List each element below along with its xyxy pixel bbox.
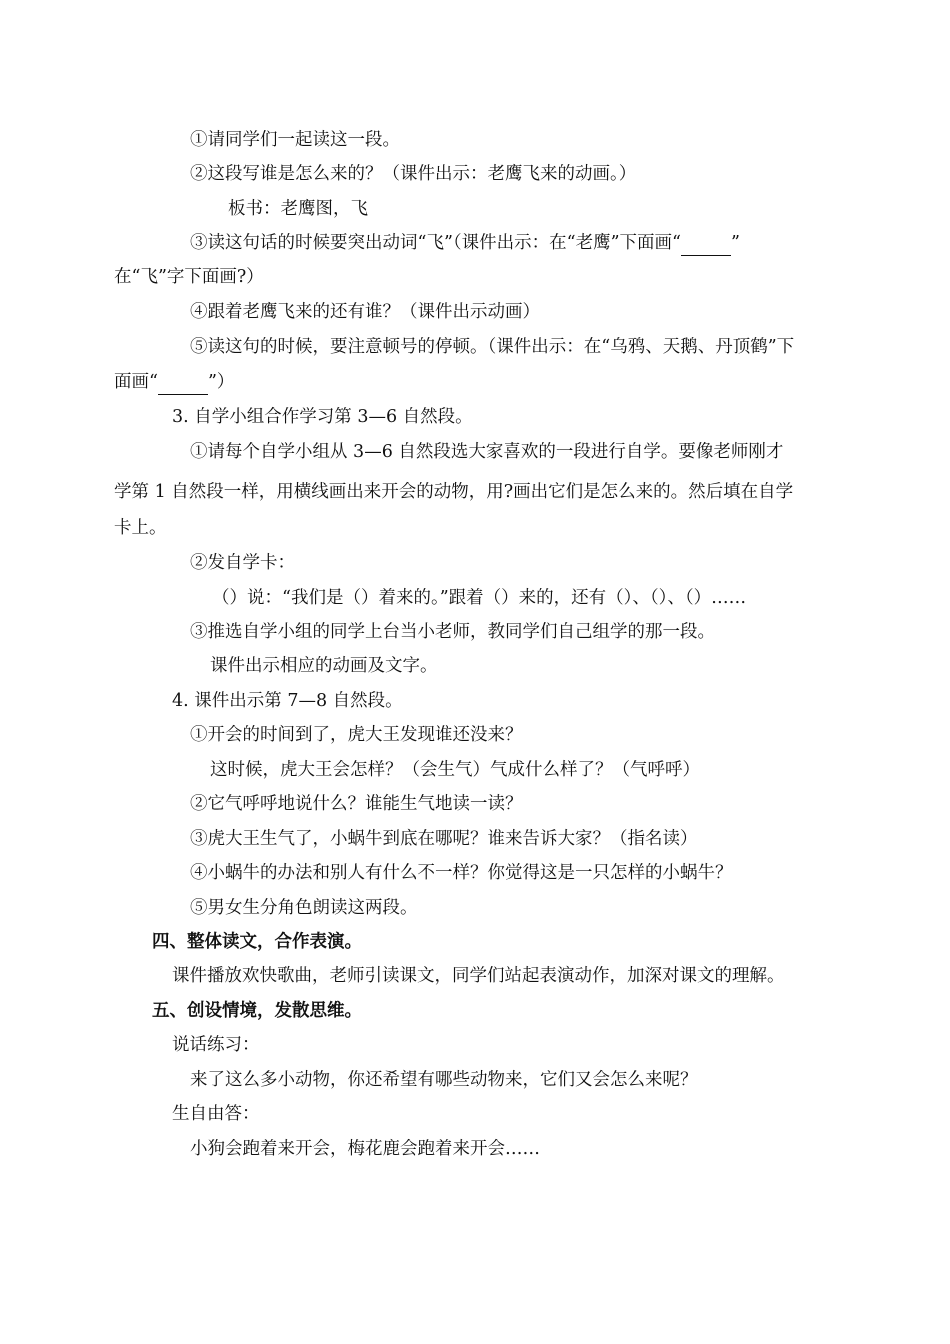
- text-line: ①开会的时间到了，虎大王发现谁还没来？: [190, 725, 523, 745]
- text-segment: ”）: [207, 372, 235, 392]
- text-line: 卡上。: [114, 518, 167, 538]
- blank-underline: [158, 370, 208, 395]
- blank-underline: [681, 231, 731, 256]
- text-line: ②这段写谁是怎么来的？（课件出示：老鹰飞来的动画。）: [190, 164, 637, 184]
- section-heading: 四、整体读文，合作表演。: [152, 932, 362, 952]
- text-line: 这时候，虎大王会怎样？（会生气）气成什么样了？（气呼呼）: [210, 760, 700, 780]
- text-line: 课件出示相应的动画及文字。: [210, 656, 438, 676]
- text-segment: 面画“: [114, 372, 158, 392]
- text-line: 3. 自学小组合作学习第 3—6 自然段。: [172, 407, 473, 427]
- text-line: ③推选自学小组的同学上台当小老师，教同学们自己组学的那一段。: [190, 622, 715, 642]
- text-line: ⑤男女生分角色朗读这两段。: [190, 898, 418, 918]
- section-heading: 五、创设情境，发散思维。: [152, 1001, 362, 1021]
- text-line: 课件播放欢快歌曲，老师引读课文，同学们站起表演动作，加深对课文的理解。: [172, 966, 785, 986]
- text-line: [114, 370, 234, 395]
- text-line: 在“飞”字下面画?）: [114, 267, 264, 287]
- text-line: ②它气呼呼地说什么？谁能生气地读一读？: [190, 794, 523, 814]
- text-line: 学第 1 自然段一样，用横线画出来开会的动物，用?画出它们是怎么来的。然后填在自学: [114, 482, 794, 502]
- text-line: 板书：老鹰图，飞: [228, 199, 368, 219]
- text-line: ③虎大王生气了，小蜗牛到底在哪呢？谁来告诉大家？（指名读）: [190, 829, 698, 849]
- text-line: ②发自学卡：: [190, 553, 295, 573]
- text-line: 说话练习：: [172, 1035, 260, 1055]
- text-line: 小狗会跑着来开会，梅花鹿会跑着来开会……: [190, 1139, 540, 1159]
- text-line: （）说：“我们是（）着来的。”跟着（）来的，还有（）、（）、（）……: [212, 588, 747, 608]
- text-segment: ”: [730, 233, 740, 253]
- text-line: ⑤读这句的时候，要注意顿号的停顿。（课件出示：在“乌鸦、天鹅、丹顶鹤”下: [190, 337, 795, 357]
- text-line: ④跟着老鹰飞来的还有谁？（课件出示动画）: [190, 302, 540, 322]
- text-line: 来了这么多小动物，你还希望有哪些动物来，它们又会怎么来呢？: [190, 1070, 698, 1090]
- text-line: ④小蜗牛的办法和别人有什么不一样？你觉得这是一只怎样的小蜗牛？: [190, 863, 733, 883]
- text-line: 生自由答：: [172, 1104, 260, 1124]
- text-line: ①请每个自学小组从 3—6 自然段选大家喜欢的一段进行自学。要像老师刚才: [190, 442, 784, 462]
- text-line: ①请同学们一起读这一段。: [190, 130, 400, 150]
- text-segment: ③读这句话的时候要突出动词“飞”（课件出示：在“老鹰”下面画“: [190, 233, 681, 253]
- text-line: 4. 课件出示第 7—8 自然段。: [172, 691, 403, 711]
- text-line: [190, 231, 740, 256]
